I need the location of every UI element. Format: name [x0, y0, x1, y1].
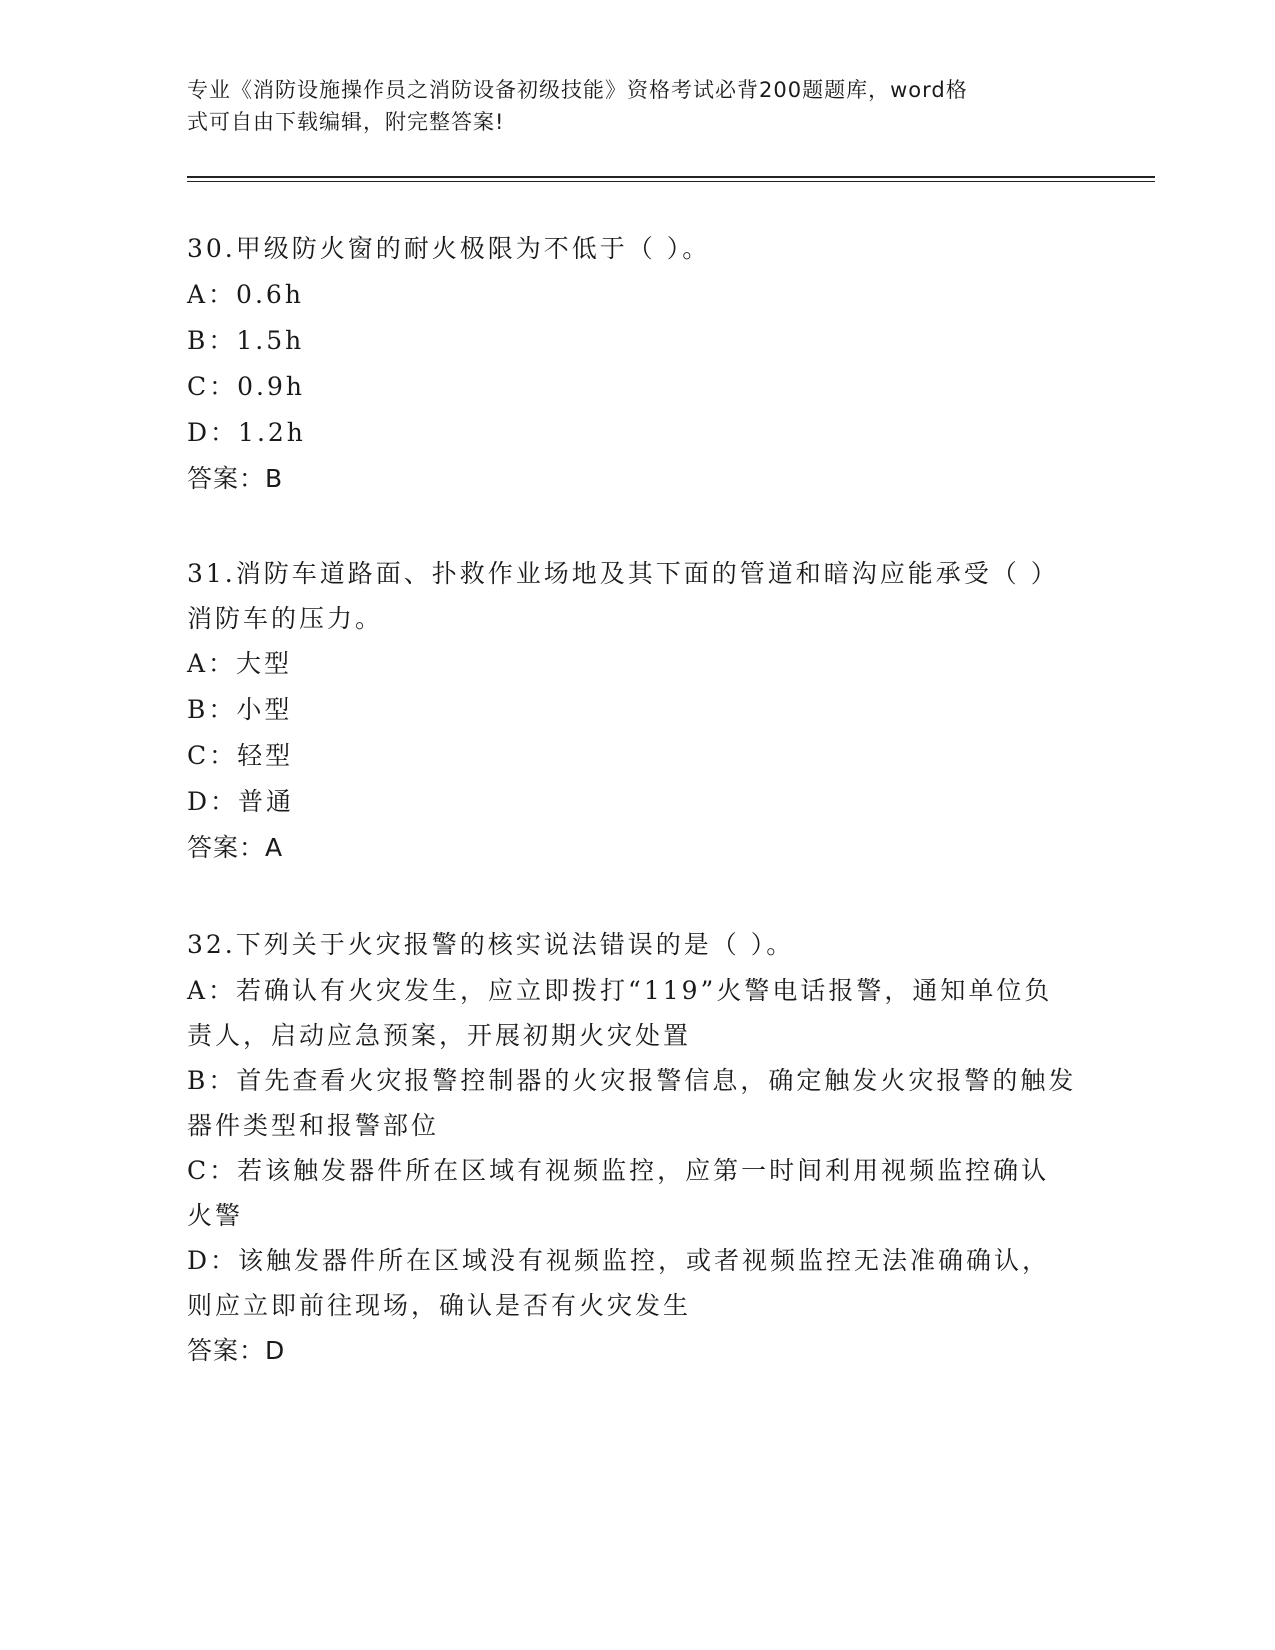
- option-a: A：若确认有火灾发生，应立即拨打“119”火警电话报警，通知单位负责人，启动应急预案，开展初期火灾处置: [187, 976, 1053, 1050]
- option-d: D：普通: [187, 787, 295, 816]
- header-line-1: 专业《消防设施操作员之消防设备初级技能》资格考试必背200题题库，word格: [187, 78, 968, 102]
- question-32: [187, 922, 1077, 1374]
- document-header: [187, 74, 1067, 138]
- option-b: B：小型: [187, 695, 293, 724]
- option-c: C：若该触发器件所在区域有视频监控，应第一时间利用视频监控确认火警: [187, 1156, 1050, 1230]
- option-d: D：该触发器件所在区域没有视频监控，或者视频监控无法准确确认，则应立即前往现场，确认是否有火灾发生: [187, 1246, 1051, 1320]
- option-a: A：大型: [187, 649, 293, 678]
- header-divider-thin: [187, 181, 1155, 182]
- answer: 答案：D: [187, 1336, 286, 1365]
- answer: 答案：A: [187, 833, 284, 862]
- question-stem: 32.下列关于火灾报警的核实说法错误的是（ ）。: [187, 930, 795, 959]
- header-divider-thick: [187, 176, 1155, 178]
- question-stem: 31.消防车道路面、扑救作业场地及其下面的管道和暗沟应能承受（ ）消防车的压力。: [187, 559, 1059, 633]
- header-line-2: 式可自由下载编辑，附完整答案!: [187, 110, 505, 134]
- question-30: [187, 226, 1077, 502]
- option-b: B：1.5h: [187, 326, 305, 355]
- question-stem: 30.甲级防火窗的耐火极限为不低于（ ）。: [187, 234, 711, 263]
- question-31: [187, 551, 1077, 871]
- option-c: C：0.9h: [187, 372, 305, 401]
- option-d: D：1.2h: [187, 418, 306, 447]
- option-b: B：首先查看火灾报警控制器的火灾报警信息，确定触发火灾报警的触发器件类型和报警部位: [187, 1066, 1077, 1140]
- option-c: C：轻型: [187, 741, 294, 770]
- answer: 答案：B: [187, 464, 284, 493]
- option-a: A：0.6h: [187, 280, 304, 309]
